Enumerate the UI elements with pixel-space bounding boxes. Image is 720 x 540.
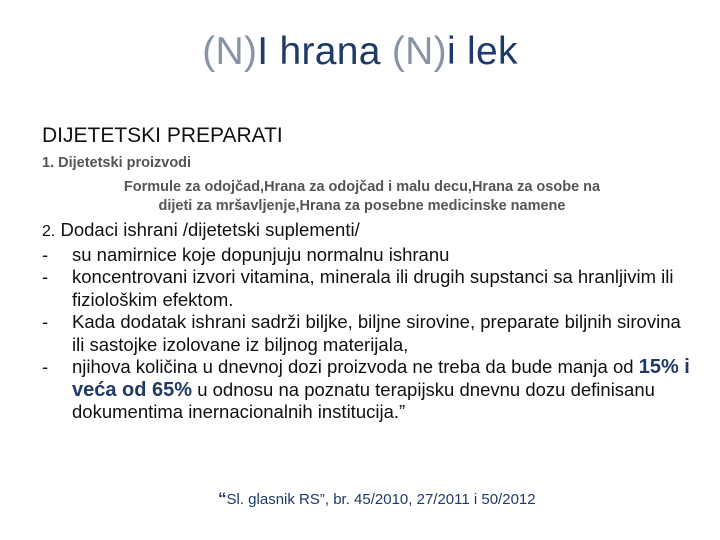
section1-formulas xyxy=(42,178,682,216)
section1-label: 1. Dijetetski proizvodi xyxy=(42,155,192,171)
title-paren-1: (N) xyxy=(202,30,258,73)
source-text: Sl. glasnik RS”, br. 45/2010, 27/2011 i 50/2012 xyxy=(226,491,536,508)
source-citation xyxy=(218,489,536,509)
title-text-2: i lek xyxy=(446,30,518,73)
bullet-text: su namirnice koje dopunjuju normalnu ishranu xyxy=(72,243,450,265)
bullet-dash: - xyxy=(42,311,49,332)
bullet-text: koncentrovani izvori vitamina, minerala ili drugih supstanci sa hranljivim ili fiziološkim efektom. xyxy=(72,266,674,310)
section-heading: DIJETETSKI PREPARATI xyxy=(42,124,283,147)
formulas-line-2: dijeti za mršavljenje,Hrana za posebne medicinske namene xyxy=(158,198,566,214)
bullet-text-after: u odnosu na poznatu terapijsku dnevnu dozu definisanu dokumentima inernacionalnih institucija.” xyxy=(72,378,655,422)
bullet-dash: - xyxy=(42,266,49,287)
bullet-item xyxy=(42,266,692,311)
bullet-text-before: njihova količina u dnevnoj dozi proizvoda ne treba da bude manja od xyxy=(72,356,639,377)
bullet-text: Kada dodatak ishrani sadrži biljke, biljne sirovine, preparate biljnih sirovina ili sastojke izolovane iz biljnog materijala, xyxy=(72,311,681,355)
highlight-65-percent: 65% xyxy=(152,378,193,401)
open-quote-mark: “ xyxy=(218,489,227,508)
section2-number: 2. xyxy=(42,223,56,240)
highlight-connector: i veća od xyxy=(72,356,690,401)
bullet-item xyxy=(42,356,692,424)
bullet-item xyxy=(42,244,692,267)
bullet-dash: - xyxy=(42,356,49,377)
highlight-15-percent: 15% xyxy=(638,356,679,378)
formulas-line-1: Formule za odojčad,Hrana za odojčad i malu decu,Hrana za osobe na xyxy=(123,179,601,195)
page-title xyxy=(0,30,720,74)
title-text-1: I hrana xyxy=(257,30,392,73)
bullet-dash: - xyxy=(42,243,49,265)
section2-heading xyxy=(42,219,692,244)
section2-label: Dodaci ishrani /dijetetski suplementi/ xyxy=(55,219,360,240)
title-paren-2: (N) xyxy=(391,30,447,73)
section2-body xyxy=(42,219,692,424)
bullet-item xyxy=(42,311,692,356)
